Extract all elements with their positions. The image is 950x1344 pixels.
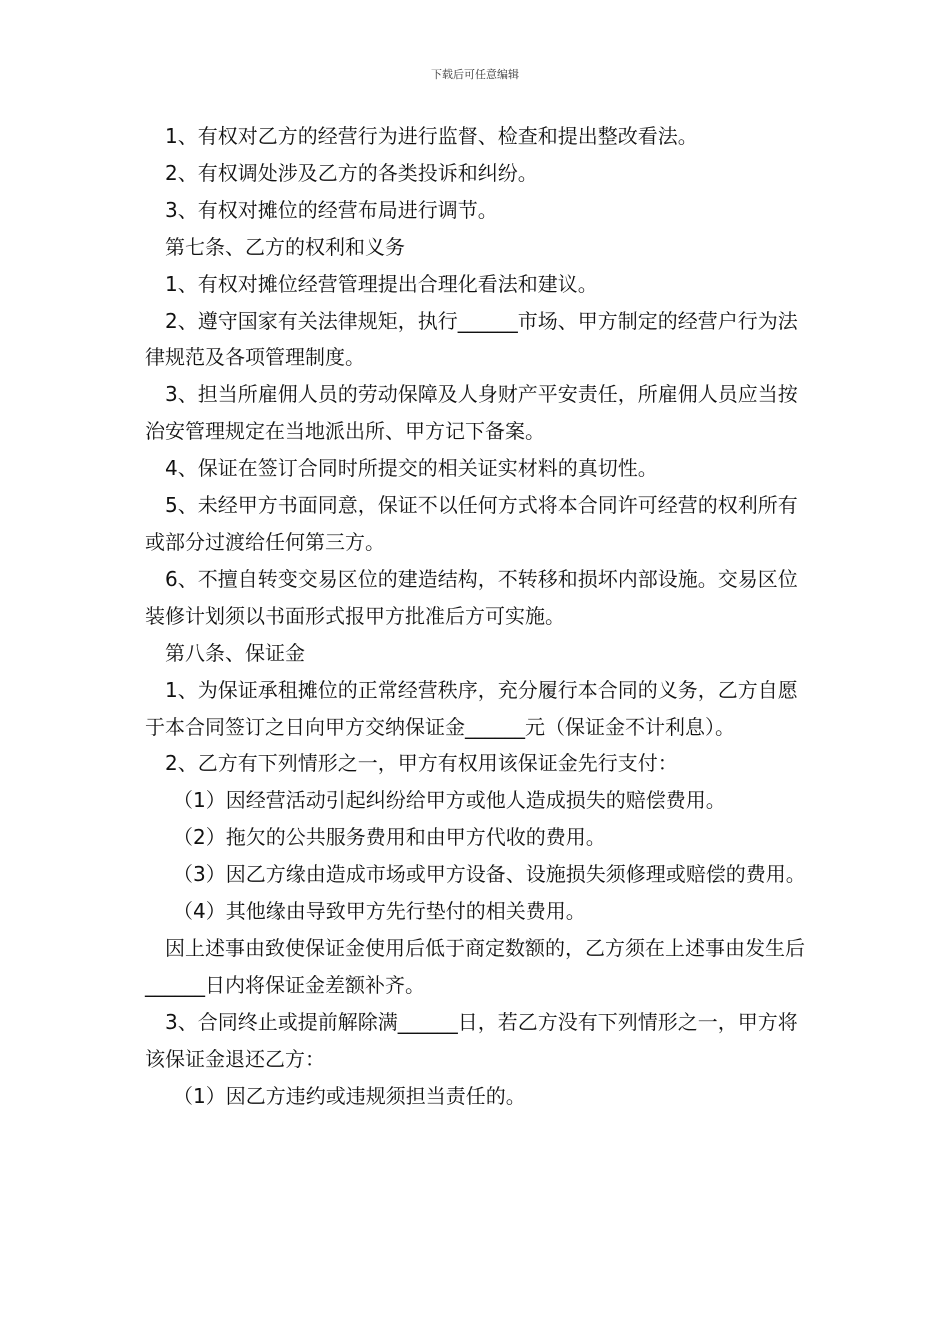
paragraph: 2、乙方有下列情形之一，甲方有权用该保证金先行支付： [165, 751, 678, 776]
document-body [145, 118, 810, 1114]
paragraph: 3、合同终止或提前解除满______日，若乙方没有下列情形之一，甲方将该保证金退还乙方： [145, 1009, 798, 1071]
paragraph: 1、为保证承租摊位的正常经营秩序，充分履行本合同的义务，乙方自愿于本合同签订之日向甲方交纳保证金______元（保证金不计利息）。 [145, 677, 798, 739]
paragraph: 因上述事由致使保证金使用后低于商定数额的，乙方须在上述事由发生后______日内将保证金差额补齐。 [145, 935, 805, 997]
paragraph: 3、有权对摊位的经营布局进行调节。 [165, 197, 498, 222]
section-heading: 第八条、保证金 [165, 640, 305, 665]
paragraph: 6、不擅自转变交易区位的建造结构，不转移和损坏内部设施。交易区位装修计划须以书面形式报甲方批准后方可实施。 [145, 566, 798, 628]
paragraph: 4、保证在签订合同时所提交的相关证实材料的真切性。 [165, 456, 658, 481]
sub-item: （2）拖欠的公共服务费用和由甲方代收的费用。 [173, 825, 606, 850]
paragraph: 1、有权对摊位经营管理提出合理化看法和建议。 [165, 271, 598, 296]
sub-item: （1）因乙方违约或违规须担当责任的。 [173, 1083, 526, 1108]
sub-item: （4）其他缘由导致甲方先行垫付的相关费用。 [173, 899, 586, 924]
section-heading: 第七条、乙方的权利和义务 [165, 234, 405, 259]
paragraph: 2、遵守国家有关法律规矩，执行______市场、甲方制定的经营户行为法律规范及各项管理制度。 [145, 308, 798, 370]
paragraph: 5、未经甲方书面同意，保证不以任何方式将本合同许可经营的权利所有或部分过渡给任何第三方。 [145, 493, 798, 554]
paragraph: 2、有权调处涉及乙方的各类投诉和纠纷。 [165, 160, 538, 185]
sub-item: （3）因乙方缘由造成市场或甲方设备、设施损失须修理或赔偿的费用。 [173, 862, 806, 887]
paragraph: 3、担当所雇佣人员的劳动保障及人身财产平安责任，所雇佣人员应当按治安管理规定在当地派出所、甲方记下备案。 [145, 382, 798, 444]
paragraph: 1、有权对乙方的经营行为进行监督、检查和提出整改看法。 [165, 124, 698, 148]
page-header: 下载后可任意编辑 [431, 68, 519, 81]
sub-item: （1）因经营活动引起纠纷给甲方或他人造成损失的赔偿费用。 [173, 788, 726, 813]
